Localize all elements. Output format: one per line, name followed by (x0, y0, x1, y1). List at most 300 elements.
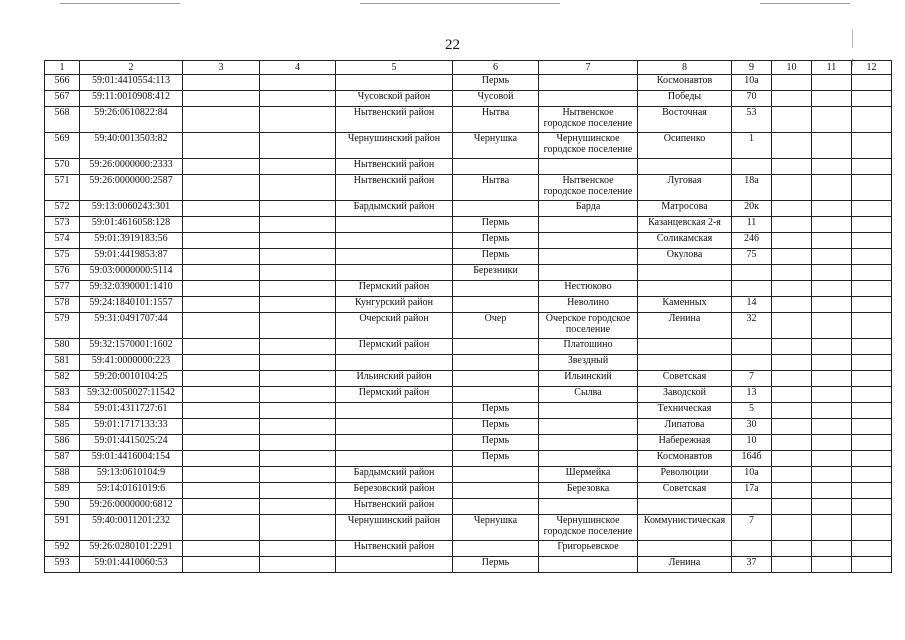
column-header: 5 (336, 61, 453, 75)
table-row (45, 435, 892, 451)
header-row (45, 61, 892, 75)
district-cell (336, 355, 453, 371)
col10-cell (772, 419, 812, 435)
col12-cell (852, 451, 892, 467)
col12-cell (852, 249, 892, 265)
table-row (45, 371, 892, 387)
col11-cell (812, 451, 852, 467)
col11-cell (812, 355, 852, 371)
col11-cell (812, 387, 852, 403)
col10-cell (772, 281, 812, 297)
col4-cell (260, 175, 336, 201)
street-cell: Ленина (638, 557, 732, 573)
table-row (45, 175, 892, 201)
street-cell: Набережная (638, 435, 732, 451)
col3-cell (183, 371, 260, 387)
row-number: 584 (45, 403, 80, 419)
col11-cell (812, 107, 852, 133)
house-cell: 53 (732, 107, 772, 133)
col12-cell (852, 435, 892, 451)
settlement-cell: Сылва (539, 387, 638, 403)
col12-cell (852, 313, 892, 339)
settlement-cell: Григорьевское (539, 541, 638, 557)
settlement-cell: Звездный (539, 355, 638, 371)
cadastral-number: 59:01:4419853:87 (80, 249, 183, 265)
col12-cell (852, 175, 892, 201)
cadastral-number: 59:26:0000000:2587 (80, 175, 183, 201)
column-header: 8 (638, 61, 732, 75)
col10-cell (772, 403, 812, 419)
col10-cell (772, 515, 812, 541)
col4-cell (260, 107, 336, 133)
street-cell: Победы (638, 91, 732, 107)
city-cell (453, 541, 539, 557)
col12-cell (852, 387, 892, 403)
col12-cell (852, 355, 892, 371)
district-cell: Нытвенский район (336, 175, 453, 201)
col11-cell (812, 217, 852, 233)
table-row (45, 515, 892, 541)
table-row (45, 217, 892, 233)
col10-cell (772, 297, 812, 313)
city-cell (453, 483, 539, 499)
house-cell: 37 (732, 557, 772, 573)
street-cell: Ленина (638, 313, 732, 339)
district-cell (336, 435, 453, 451)
row-number: 589 (45, 483, 80, 499)
settlement-cell (539, 451, 638, 467)
settlement-cell: Ильинский (539, 371, 638, 387)
col4-cell (260, 133, 336, 159)
district-cell: Нытвенский район (336, 159, 453, 175)
row-number: 568 (45, 107, 80, 133)
street-cell (638, 355, 732, 371)
col4-cell (260, 159, 336, 175)
col12-cell (852, 499, 892, 515)
row-number: 585 (45, 419, 80, 435)
district-cell: Бардымский район (336, 201, 453, 217)
col3-cell (183, 281, 260, 297)
city-cell: Нытва (453, 107, 539, 133)
col3-cell (183, 541, 260, 557)
col11-cell (812, 339, 852, 355)
district-cell: Чусовской район (336, 91, 453, 107)
col11-cell (812, 133, 852, 159)
house-cell: 10а (732, 75, 772, 91)
city-cell: Пермь (453, 217, 539, 233)
col12-cell (852, 281, 892, 297)
col12-cell (852, 201, 892, 217)
settlement-cell (539, 557, 638, 573)
col10-cell (772, 499, 812, 515)
col4-cell (260, 451, 336, 467)
district-cell (336, 419, 453, 435)
house-cell: 10а (732, 467, 772, 483)
cadastral-number: 59:40:0011201:232 (80, 515, 183, 541)
col3-cell (183, 515, 260, 541)
row-number: 569 (45, 133, 80, 159)
table-row (45, 297, 892, 313)
col4-cell (260, 515, 336, 541)
district-cell (336, 75, 453, 91)
col12-cell (852, 541, 892, 557)
city-cell: Пермь (453, 233, 539, 249)
row-number: 593 (45, 557, 80, 573)
col4-cell (260, 313, 336, 339)
column-header: 12 (852, 61, 892, 75)
col11-cell (812, 75, 852, 91)
settlement-cell (539, 217, 638, 233)
row-number: 588 (45, 467, 80, 483)
col11-cell (812, 249, 852, 265)
city-cell: Пермь (453, 249, 539, 265)
house-cell: 7 (732, 371, 772, 387)
col12-cell (852, 133, 892, 159)
street-cell (638, 541, 732, 557)
column-header: 2 (80, 61, 183, 75)
col10-cell (772, 387, 812, 403)
cadastral-number: 59:41:0000000:223 (80, 355, 183, 371)
city-cell: Чусовой (453, 91, 539, 107)
col10-cell (772, 175, 812, 201)
col10-cell (772, 313, 812, 339)
table-row (45, 499, 892, 515)
col3-cell (183, 387, 260, 403)
col3-cell (183, 339, 260, 355)
settlement-cell (539, 249, 638, 265)
cadastral-number: 59:32:0390001:1410 (80, 281, 183, 297)
street-cell (638, 281, 732, 297)
cadastral-number: 59:03:0000000:5114 (80, 265, 183, 281)
house-cell: 75 (732, 249, 772, 265)
district-cell (336, 249, 453, 265)
street-cell (638, 159, 732, 175)
settlement-cell (539, 419, 638, 435)
settlement-cell: Березовка (539, 483, 638, 499)
col10-cell (772, 201, 812, 217)
col4-cell (260, 297, 336, 313)
col11-cell (812, 297, 852, 313)
col12-cell (852, 467, 892, 483)
city-cell: Березники (453, 265, 539, 281)
col4-cell (260, 403, 336, 419)
table-body (45, 75, 892, 573)
house-cell: 10 (732, 435, 772, 451)
col11-cell (812, 159, 852, 175)
house-cell: 13 (732, 387, 772, 403)
street-cell (638, 265, 732, 281)
col12-cell (852, 233, 892, 249)
col3-cell (183, 233, 260, 249)
cadastral-number: 59:26:0000000:6812 (80, 499, 183, 515)
city-cell: Пермь (453, 557, 539, 573)
table-row (45, 451, 892, 467)
col3-cell (183, 419, 260, 435)
table-row (45, 419, 892, 435)
district-cell (336, 265, 453, 281)
settlement-cell (539, 233, 638, 249)
col3-cell (183, 75, 260, 91)
city-cell: Пермь (453, 435, 539, 451)
col10-cell (772, 483, 812, 499)
row-number: 578 (45, 297, 80, 313)
col11-cell (812, 175, 852, 201)
col11-cell (812, 467, 852, 483)
cadastral-number: 59:13:0610104:9 (80, 467, 183, 483)
col4-cell (260, 249, 336, 265)
house-cell: 32 (732, 313, 772, 339)
street-cell: Каменных (638, 297, 732, 313)
row-number: 576 (45, 265, 80, 281)
house-cell (732, 159, 772, 175)
table-row (45, 107, 892, 133)
cadastral-number: 59:24:1840101:1557 (80, 297, 183, 313)
col4-cell (260, 281, 336, 297)
table-row (45, 387, 892, 403)
cadastral-number: 59:01:4415025:24 (80, 435, 183, 451)
district-cell: Кунгурский район (336, 297, 453, 313)
col4-cell (260, 355, 336, 371)
col12-cell (852, 339, 892, 355)
cadastral-number: 59:01:3919183:56 (80, 233, 183, 249)
col12-cell (852, 75, 892, 91)
district-cell (336, 403, 453, 419)
settlement-cell (539, 435, 638, 451)
district-cell: Нытвенский район (336, 499, 453, 515)
col3-cell (183, 159, 260, 175)
city-cell (453, 387, 539, 403)
table-row (45, 265, 892, 281)
cadastral-number: 59:20:0010104:25 (80, 371, 183, 387)
city-cell: Очер (453, 313, 539, 339)
row-number: 583 (45, 387, 80, 403)
city-cell: Чернушка (453, 515, 539, 541)
district-cell: Пермский район (336, 387, 453, 403)
city-cell: Нытва (453, 175, 539, 201)
col11-cell (812, 313, 852, 339)
col3-cell (183, 557, 260, 573)
cadastral-number: 59:31:0491707:44 (80, 313, 183, 339)
house-cell (732, 265, 772, 281)
col12-cell (852, 483, 892, 499)
col12-cell (852, 371, 892, 387)
top-rule-right (760, 3, 850, 4)
house-cell (732, 339, 772, 355)
top-rule-left (60, 3, 180, 4)
col3-cell (183, 91, 260, 107)
settlement-cell: Неволино (539, 297, 638, 313)
district-cell: Ильинский район (336, 371, 453, 387)
row-number: 587 (45, 451, 80, 467)
house-cell (732, 541, 772, 557)
settlement-cell (539, 159, 638, 175)
street-cell: Липатова (638, 419, 732, 435)
cadastral-number: 59:01:4410060:53 (80, 557, 183, 573)
col4-cell (260, 499, 336, 515)
district-cell: Пермский район (336, 281, 453, 297)
col4-cell (260, 467, 336, 483)
city-cell (453, 159, 539, 175)
col4-cell (260, 419, 336, 435)
city-cell (453, 371, 539, 387)
table-row (45, 201, 892, 217)
row-number: 574 (45, 233, 80, 249)
city-cell: Пермь (453, 451, 539, 467)
district-cell: Бардымский район (336, 467, 453, 483)
col4-cell (260, 387, 336, 403)
city-cell: Чернушка (453, 133, 539, 159)
col3-cell (183, 249, 260, 265)
column-header: 4 (260, 61, 336, 75)
col10-cell (772, 159, 812, 175)
cadastral-number: 59:01:4311727:61 (80, 403, 183, 419)
table-row (45, 75, 892, 91)
house-cell: 11 (732, 217, 772, 233)
col4-cell (260, 201, 336, 217)
col11-cell (812, 281, 852, 297)
col4-cell (260, 483, 336, 499)
cadastral-number: 59:40:0013503:82 (80, 133, 183, 159)
house-cell: 17а (732, 483, 772, 499)
col12-cell (852, 217, 892, 233)
col4-cell (260, 233, 336, 249)
street-cell: Луговая (638, 175, 732, 201)
row-number: 567 (45, 91, 80, 107)
col3-cell (183, 265, 260, 281)
col4-cell (260, 265, 336, 281)
street-cell: Матросова (638, 201, 732, 217)
street-cell: Советская (638, 483, 732, 499)
street-cell: Революции (638, 467, 732, 483)
column-header: 7 (539, 61, 638, 75)
street-cell: Восточная (638, 107, 732, 133)
settlement-cell: Нытвенское городское поселение (539, 175, 638, 201)
settlement-cell: Нытвенское городское поселение (539, 107, 638, 133)
table-row (45, 133, 892, 159)
house-cell (732, 499, 772, 515)
row-number: 579 (45, 313, 80, 339)
city-cell (453, 297, 539, 313)
street-cell: Осипенко (638, 133, 732, 159)
col3-cell (183, 483, 260, 499)
table-row (45, 355, 892, 371)
settlement-cell (539, 403, 638, 419)
street-cell: Советская (638, 371, 732, 387)
settlement-cell (539, 75, 638, 91)
table-row (45, 339, 892, 355)
city-cell (453, 339, 539, 355)
col10-cell (772, 557, 812, 573)
col3-cell (183, 133, 260, 159)
city-cell (453, 281, 539, 297)
street-cell: Космонавтов (638, 451, 732, 467)
cadastral-number: 59:32:0050027:11542 (80, 387, 183, 403)
district-cell (336, 451, 453, 467)
page-number: 22 (445, 37, 460, 53)
cadastral-number: 59:32:1570001:1602 (80, 339, 183, 355)
col10-cell (772, 355, 812, 371)
street-cell (638, 499, 732, 515)
col10-cell (772, 371, 812, 387)
col11-cell (812, 435, 852, 451)
district-cell (336, 217, 453, 233)
col3-cell (183, 313, 260, 339)
col3-cell (183, 217, 260, 233)
col10-cell (772, 451, 812, 467)
table-row (45, 313, 892, 339)
house-cell (732, 281, 772, 297)
city-cell (453, 355, 539, 371)
city-cell (453, 467, 539, 483)
col12-cell (852, 265, 892, 281)
settlement-cell: Шермейка (539, 467, 638, 483)
column-header: 1 (45, 61, 80, 75)
house-cell: 14 (732, 297, 772, 313)
house-cell: 20к (732, 201, 772, 217)
street-cell: Окулова (638, 249, 732, 265)
table-row (45, 91, 892, 107)
col12-cell (852, 297, 892, 313)
col3-cell (183, 499, 260, 515)
col10-cell (772, 217, 812, 233)
col11-cell (812, 557, 852, 573)
house-cell (732, 355, 772, 371)
col10-cell (772, 107, 812, 133)
settlement-cell (539, 265, 638, 281)
row-number: 577 (45, 281, 80, 297)
street-cell: Соликамская (638, 233, 732, 249)
col11-cell (812, 499, 852, 515)
cadastral-number: 59:01:4616058:128 (80, 217, 183, 233)
col3-cell (183, 355, 260, 371)
district-cell: Березовский район (336, 483, 453, 499)
cadastral-number: 59:14:0161019:6 (80, 483, 183, 499)
settlement-cell: Чернушинское городское поселение (539, 515, 638, 541)
street-cell: Космонавтов (638, 75, 732, 91)
house-cell: 7 (732, 515, 772, 541)
row-number: 590 (45, 499, 80, 515)
column-header: 3 (183, 61, 260, 75)
col4-cell (260, 435, 336, 451)
street-cell: Коммунистическая (638, 515, 732, 541)
settlement-cell: Чернушинское городское поселение (539, 133, 638, 159)
house-cell: 70 (732, 91, 772, 107)
col4-cell (260, 217, 336, 233)
row-number: 575 (45, 249, 80, 265)
col11-cell (812, 371, 852, 387)
col12-cell (852, 91, 892, 107)
col11-cell (812, 201, 852, 217)
district-cell: Очерский район (336, 313, 453, 339)
table-row (45, 281, 892, 297)
row-number: 570 (45, 159, 80, 175)
col10-cell (772, 249, 812, 265)
cadastral-number: 59:26:0610822:84 (80, 107, 183, 133)
city-cell: Пермь (453, 419, 539, 435)
col4-cell (260, 557, 336, 573)
house-cell: 164б (732, 451, 772, 467)
col3-cell (183, 297, 260, 313)
col3-cell (183, 107, 260, 133)
row-number: 572 (45, 201, 80, 217)
col12-cell (852, 403, 892, 419)
col4-cell (260, 541, 336, 557)
row-number: 586 (45, 435, 80, 451)
house-cell: 18а (732, 175, 772, 201)
col4-cell (260, 91, 336, 107)
district-cell: Чернушинский район (336, 133, 453, 159)
city-cell: Пермь (453, 75, 539, 91)
